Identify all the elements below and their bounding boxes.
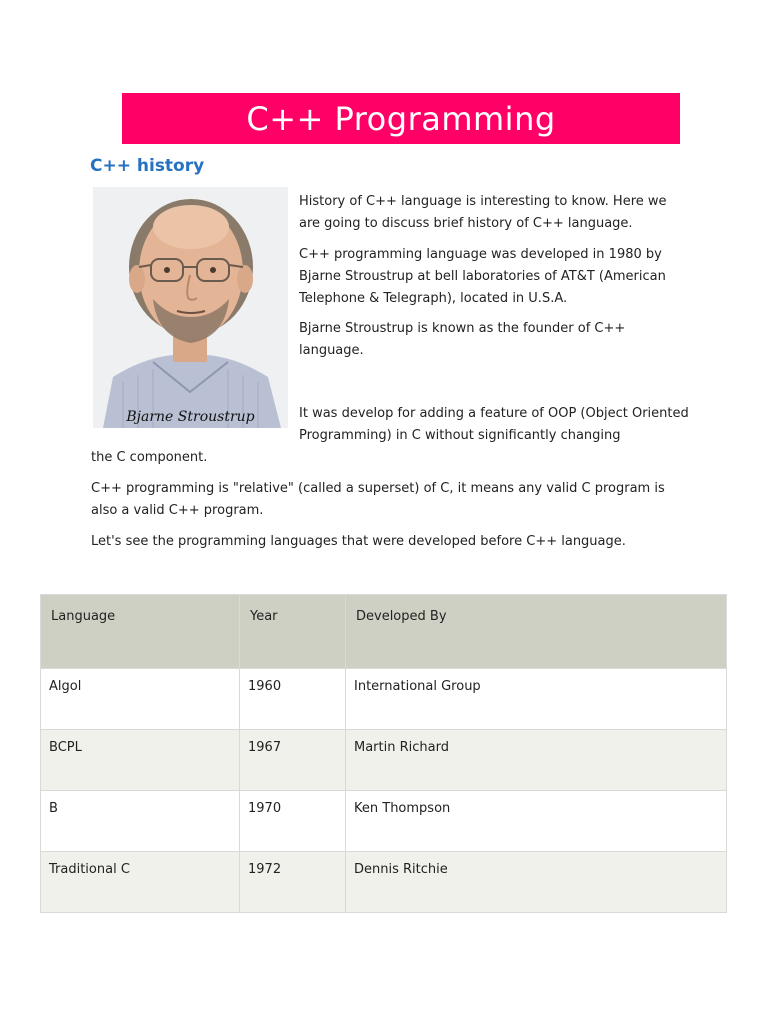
paragraph-superset: C++ programming is "relative" (called a superset) of C, it means any valid C program is also a valid C++ program. bbox=[91, 481, 665, 518]
paragraph-table-intro: Let's see the programming languages that were developed before C++ language. bbox=[91, 534, 626, 549]
table-row bbox=[41, 730, 727, 791]
portrait-caption: Bjarne Stroustrup bbox=[126, 409, 255, 425]
cell-language: Algol bbox=[41, 669, 240, 730]
cell-year: 1967 bbox=[240, 730, 346, 791]
header-developed-by: Developed By bbox=[346, 595, 727, 669]
header-language: Language bbox=[41, 595, 240, 669]
cell-year: 1972 bbox=[240, 852, 346, 913]
section-heading: C++ history bbox=[90, 156, 205, 176]
cell-language: Traditional C bbox=[41, 852, 240, 913]
paragraph-founder: Bjarne Stroustrup is known as the founder of C++ language. bbox=[299, 321, 626, 358]
paragraph-intro: History of C++ language is interesting to know. Here we are going to discuss brief history of C++ language. bbox=[299, 194, 667, 231]
cell-developer: International Group bbox=[346, 669, 727, 730]
paragraph-oop-continued: the C component. bbox=[91, 450, 208, 465]
cell-language: B bbox=[41, 791, 240, 852]
cell-developer: Dennis Ritchie bbox=[346, 852, 727, 913]
table-row bbox=[41, 669, 727, 730]
header-year: Year bbox=[240, 595, 346, 669]
portrait-photo-icon bbox=[93, 187, 288, 428]
portrait-image bbox=[93, 187, 288, 428]
table-header-row bbox=[41, 595, 727, 669]
paragraph-origin: C++ programming language was developed in 1980 by Bjarne Stroustrup at bell laboratories of AT&T (American Telephone & Telegraph), located in U.S.A. bbox=[299, 247, 666, 306]
languages-table bbox=[40, 594, 727, 913]
cell-year: 1970 bbox=[240, 791, 346, 852]
table-row bbox=[41, 791, 727, 852]
title-banner bbox=[122, 93, 680, 144]
cell-language: BCPL bbox=[41, 730, 240, 791]
table-row bbox=[41, 852, 727, 913]
cell-developer: Martin Richard bbox=[346, 730, 727, 791]
cell-developer: Ken Thompson bbox=[346, 791, 727, 852]
cell-year: 1960 bbox=[240, 669, 346, 730]
paragraph-oop: It was develop for adding a feature of OOP (Object Oriented Programming) in C without significantly changing bbox=[299, 406, 689, 443]
page-title: C++ Programming bbox=[246, 99, 556, 138]
